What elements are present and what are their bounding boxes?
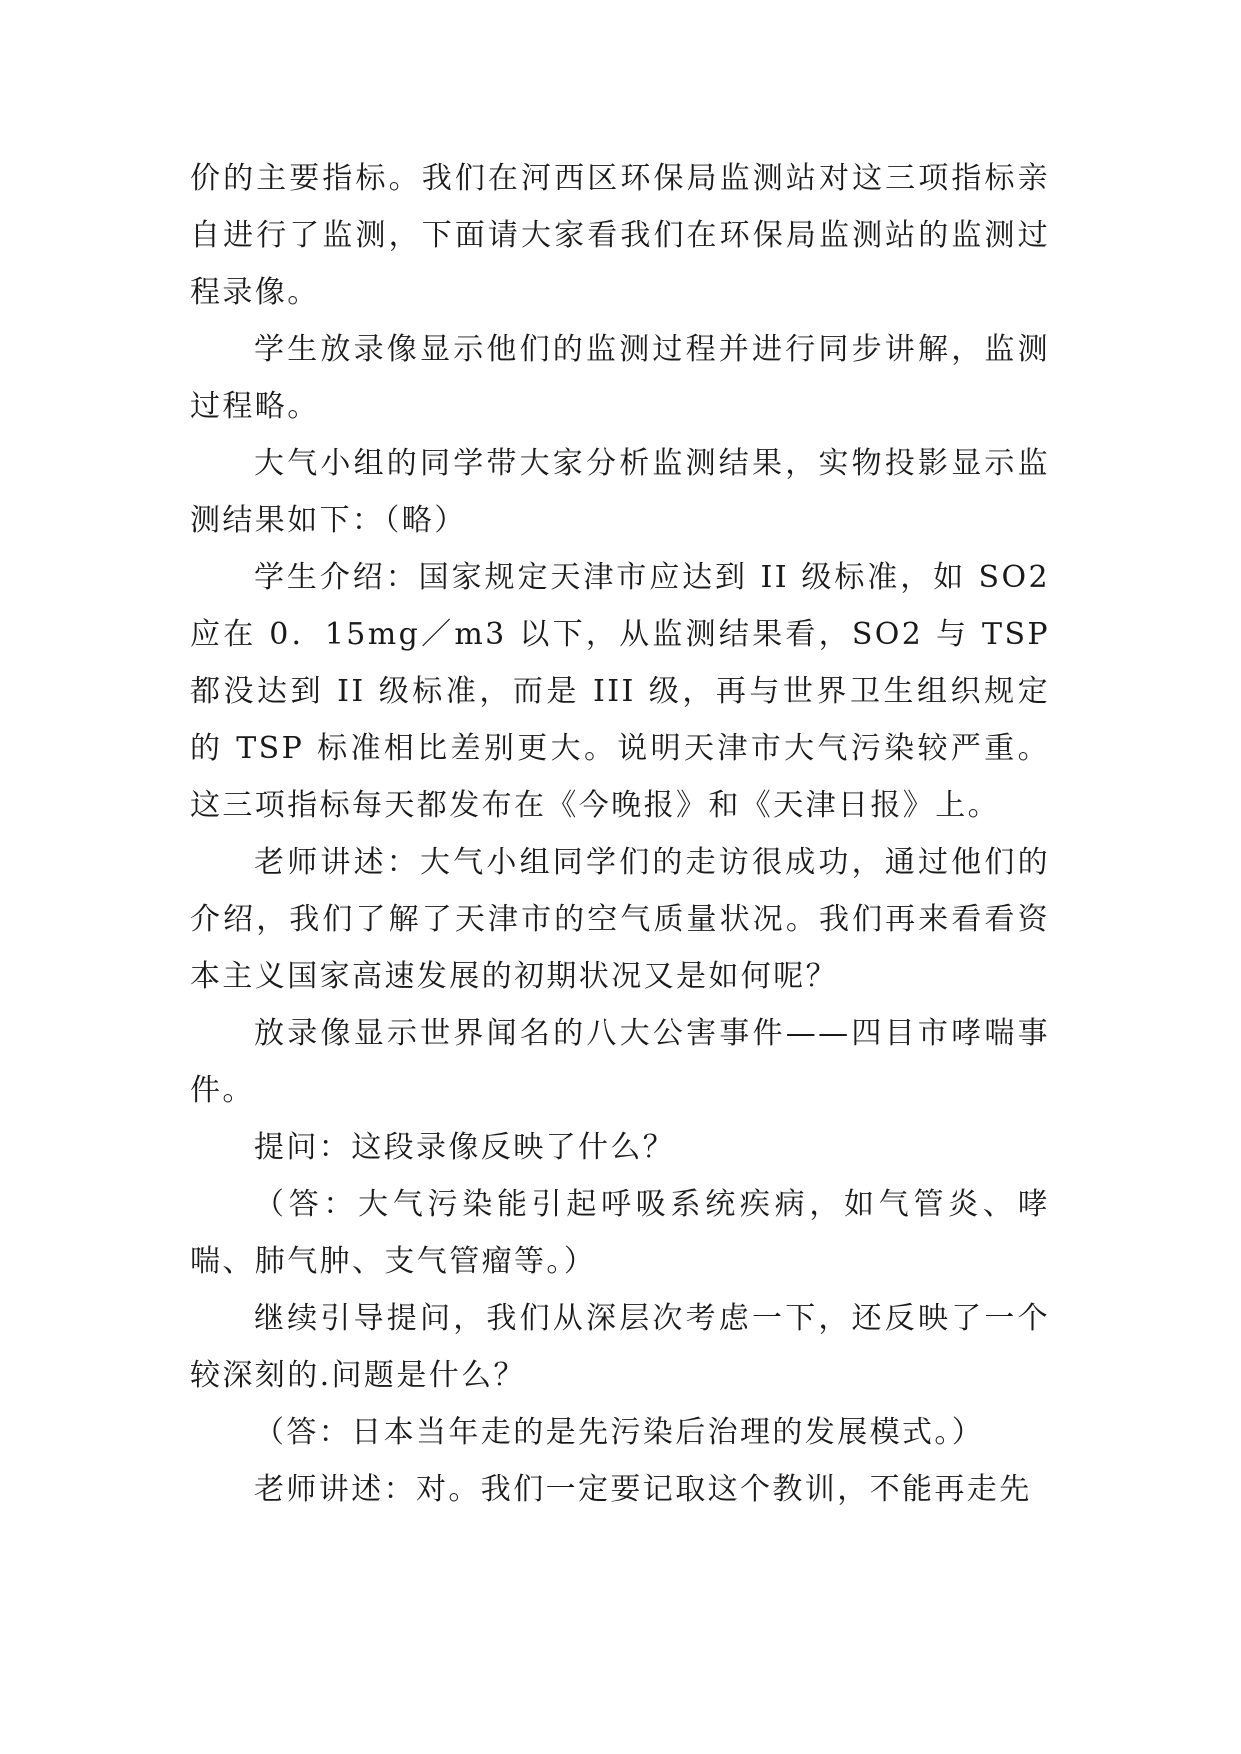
paragraph-7: 提问：这段录像反映了什么？ <box>254 1130 676 1165</box>
document-body <box>190 150 1050 1518</box>
paragraph-11: 老师讲述：对。我们一定要记取这个教训，不能再走先 <box>254 1472 1032 1507</box>
paragraph-10: （答：日本当年走的是先污染后治理的发展模式。） <box>254 1415 985 1450</box>
paragraph-8: （答：大气污染能引起呼吸系统疾病，如气管炎、哮喘、肺气肿、支气管瘤等。） <box>190 1187 1050 1279</box>
paragraph-9: 继续引导提问，我们从深层次考虑一下，还反映了一个较深刻的.问题是什么？ <box>190 1301 1050 1393</box>
paragraph-5: 老师讲述：大气小组同学们的走访很成功，通过他们的介绍，我们了解了天津市的空气质量状况。我们再来看看资本主义国家高速发展的初期状况又是如何呢？ <box>190 845 1050 994</box>
paragraph-2: 学生放录像显示他们的监测过程并进行同步讲解，监测过程略。 <box>190 332 1050 424</box>
paragraph-1: 价的主要指标。我们在河西区环保局监测站对这三项指标亲自进行了监测，下面请大家看我们在环保局监测站的监测过程录像。 <box>190 161 1050 310</box>
paragraph-4: 学生介绍：国家规定天津市应达到 II 级标准，如 SO2 应在 0．15mg／m3 以下，从监测结果看，SO2 与 TSP 都没达到 II 级标准，而是 III 级，再与世界卫生组织规定的 TSP 标准相比差别更大。说明天津市大气污染较严重。这三项指标每天都发布在《今晚报》和《天津日报》上。 <box>190 560 1050 823</box>
paragraph-6: 放录像显示世界闻名的八大公害事件——四目市哮喘事件。 <box>190 1016 1050 1108</box>
paragraph-3: 大气小组的同学带大家分析监测结果，实物投影显示监测结果如下：（略） <box>190 446 1050 538</box>
